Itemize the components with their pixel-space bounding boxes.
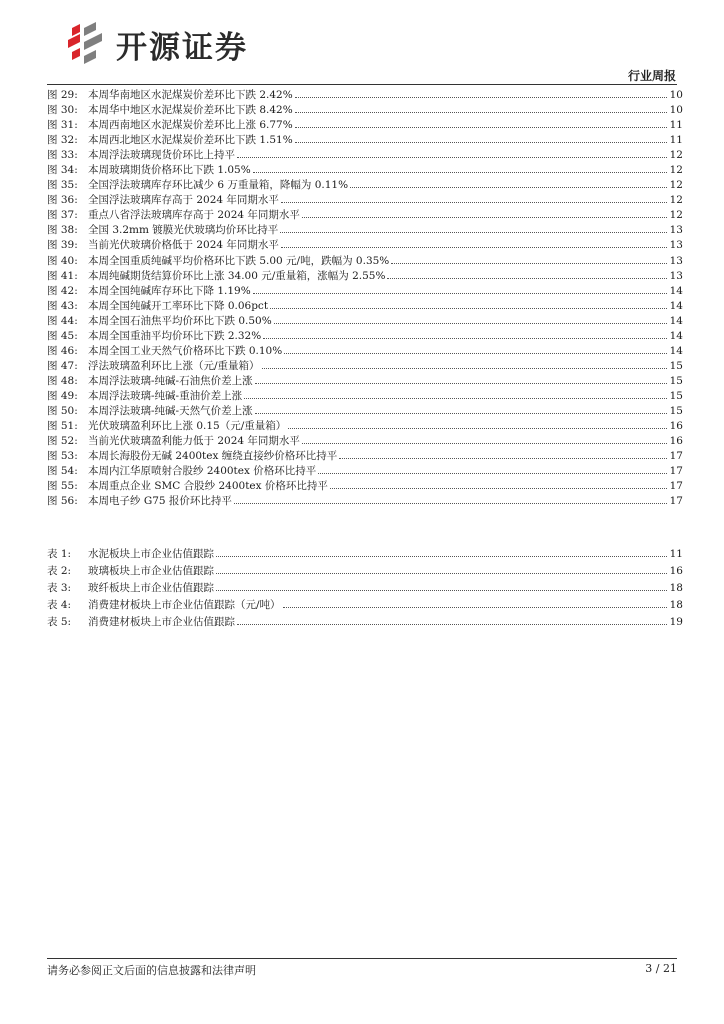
toc-entry-page: 17 bbox=[669, 465, 683, 478]
toc-entry-page: 10 bbox=[669, 104, 683, 117]
figure-toc-row[interactable] bbox=[47, 464, 683, 479]
toc-entry-title: 本周浮法玻璃-纯碱-天然气价差上涨 bbox=[88, 404, 253, 417]
toc-entry-page: 10 bbox=[669, 89, 683, 101]
footer-divider bbox=[47, 958, 677, 959]
figure-toc-row[interactable] bbox=[47, 359, 683, 374]
figure-toc-row[interactable] bbox=[47, 163, 683, 178]
toc-entry-label: 图 52: bbox=[47, 435, 78, 448]
toc-entry-label: 图 32: bbox=[47, 134, 78, 147]
toc-entry-title: 光伏玻璃盈利环比上涨 0.15（元/重量箱） bbox=[88, 420, 287, 433]
toc-entry-title: 全国浮法玻璃库存高于 2024 年同期水平 bbox=[88, 194, 279, 207]
toc-entry-title: 本周玻璃期货价格环比下跌 1.05% bbox=[88, 164, 251, 177]
dot-leader bbox=[274, 322, 667, 324]
toc-entry-page: 17 bbox=[669, 450, 683, 463]
toc-entry-label: 表 3: bbox=[47, 582, 72, 594]
figure-toc-row[interactable] bbox=[47, 88, 683, 103]
dot-leader bbox=[295, 111, 667, 113]
kaiyuan-securities-logo-icon bbox=[62, 20, 110, 68]
toc-entry-label: 图 53: bbox=[47, 450, 78, 463]
table-index bbox=[47, 546, 683, 631]
toc-entry-label: 图 35: bbox=[47, 179, 78, 192]
toc-entry-title: 本周华中地区水泥煤炭价差环比下跌 8.42% bbox=[88, 104, 293, 117]
dot-leader bbox=[262, 367, 667, 369]
figure-toc-row[interactable] bbox=[47, 284, 683, 299]
toc-entry-label: 图 47: bbox=[47, 359, 78, 372]
toc-entry-label: 表 5: bbox=[47, 616, 72, 628]
toc-entry-label: 图 41: bbox=[47, 269, 78, 282]
figure-toc-row[interactable] bbox=[47, 329, 683, 344]
toc-entry-label: 图 34: bbox=[47, 164, 78, 177]
toc-entry-title: 消费建材板块上市企业估值跟踪（元/吨） bbox=[88, 599, 281, 611]
toc-entry-title: 本周纯碱期货结算价环比上涨 34.00 元/重量箱，涨幅为 2.55% bbox=[88, 269, 386, 282]
toc-entry-label: 图 56: bbox=[47, 495, 78, 508]
toc-entry-title: 本周全国工业天然气价格环比下跌 0.10% bbox=[88, 344, 283, 357]
toc-entry-page: 15 bbox=[669, 359, 683, 372]
dot-leader bbox=[330, 487, 667, 489]
toc-entry-page: 11 bbox=[669, 134, 683, 147]
toc-entry-label: 表 4: bbox=[47, 599, 72, 611]
dot-leader bbox=[255, 382, 667, 384]
table-toc-row[interactable] bbox=[47, 580, 683, 597]
toc-entry-label: 图 49: bbox=[47, 389, 78, 402]
toc-entry-label: 图 50: bbox=[47, 404, 78, 417]
toc-entry-title: 全国 3.2mm 镀膜光伏玻璃均价环比持平 bbox=[88, 224, 279, 237]
figure-toc-row[interactable] bbox=[47, 118, 683, 133]
toc-entry-page: 16 bbox=[669, 435, 683, 448]
dot-leader bbox=[295, 141, 667, 143]
toc-entry-page: 16 bbox=[669, 420, 683, 433]
toc-entry-label: 表 1: bbox=[47, 548, 72, 560]
toc-entry-title: 本周全国重质纯碱平均价格环比下跌 5.00 元/吨，跌幅为 0.35% bbox=[88, 254, 390, 267]
brand-name: 开源证券 bbox=[116, 29, 248, 66]
dot-leader bbox=[302, 216, 667, 218]
header-divider bbox=[47, 84, 677, 85]
dot-leader bbox=[216, 589, 667, 591]
footer-disclaimer: 请务必参阅正文后面的信息披露和法律声明 bbox=[47, 964, 256, 977]
toc-entry-label: 图 39: bbox=[47, 239, 78, 252]
toc-entry-page: 12 bbox=[669, 209, 683, 222]
toc-entry-label: 图 40: bbox=[47, 254, 78, 267]
toc-entry-label: 图 37: bbox=[47, 209, 78, 222]
dot-leader bbox=[295, 126, 667, 128]
dot-leader bbox=[234, 502, 667, 504]
toc-entry-title: 本周全国石油焦平均价环比下跌 0.50% bbox=[88, 314, 272, 327]
toc-entry-page: 17 bbox=[669, 480, 683, 493]
toc-entry-page: 16 bbox=[669, 565, 683, 577]
toc-entry-title: 本周浮法玻璃-纯碱-重油价差上涨 bbox=[88, 389, 243, 402]
dot-leader bbox=[391, 262, 667, 264]
figure-index bbox=[47, 88, 683, 509]
dot-leader bbox=[350, 186, 667, 188]
figure-toc-row[interactable] bbox=[47, 133, 683, 148]
dot-leader bbox=[284, 352, 667, 354]
toc-entry-page: 14 bbox=[669, 314, 683, 327]
page-number: 3 / 21 bbox=[645, 962, 677, 975]
toc-entry-page: 18 bbox=[669, 582, 683, 594]
figure-toc-row[interactable] bbox=[47, 479, 683, 494]
toc-entry-page: 17 bbox=[669, 495, 683, 508]
dot-leader bbox=[302, 442, 667, 444]
dot-leader bbox=[281, 201, 667, 203]
toc-entry-title: 当前光伏玻璃价格低于 2024 年同期水平 bbox=[88, 239, 279, 252]
toc-entry-title: 浮法玻璃盈利环比上涨（元/重量箱） bbox=[88, 359, 260, 372]
toc-entry-page: 13 bbox=[669, 269, 683, 282]
toc-entry-title: 本周电子纱 G75 报价环比持平 bbox=[88, 495, 232, 508]
figure-toc-row[interactable] bbox=[47, 178, 683, 193]
figure-toc-row[interactable] bbox=[47, 223, 683, 238]
toc-entry-page: 14 bbox=[669, 284, 683, 297]
page-header bbox=[0, 0, 724, 90]
figure-toc-row[interactable] bbox=[47, 374, 683, 389]
dot-leader bbox=[288, 427, 667, 429]
toc-entry-title: 本周长海股份无碱 2400tex 缠绕直接纱价格环比持平 bbox=[88, 450, 338, 463]
toc-entry-title: 本周西北地区水泥煤炭价差环比下跌 1.51% bbox=[88, 134, 293, 147]
dot-leader bbox=[270, 307, 667, 309]
figure-toc-row[interactable] bbox=[47, 299, 683, 314]
toc-entry-page: 15 bbox=[669, 404, 683, 417]
dot-leader bbox=[237, 623, 667, 625]
toc-entry-label: 图 29: bbox=[47, 89, 78, 101]
dot-leader bbox=[253, 292, 667, 294]
dot-leader bbox=[280, 231, 667, 233]
figure-toc-row[interactable] bbox=[47, 449, 683, 464]
toc-entry-label: 图 30: bbox=[47, 104, 78, 117]
toc-entry-title: 本周西南地区水泥煤炭价差环比上涨 6.77% bbox=[88, 119, 293, 132]
toc-entry-title: 本周内江华原喷射合股纱 2400tex 价格环比持平 bbox=[88, 465, 317, 478]
toc-entry-page: 18 bbox=[669, 599, 683, 611]
figure-toc-row[interactable] bbox=[47, 269, 683, 284]
toc-entry-page: 15 bbox=[669, 374, 683, 387]
toc-entry-title: 本周浮法玻璃-纯碱-石油焦价差上涨 bbox=[88, 374, 253, 387]
figure-toc-row[interactable] bbox=[47, 494, 683, 509]
toc-entry-page: 11 bbox=[669, 548, 683, 560]
toc-entry-title: 重点八省浮法玻璃库存高于 2024 年同期水平 bbox=[88, 209, 300, 222]
table-toc-row[interactable] bbox=[47, 546, 683, 563]
toc-entry-title: 消费建材板块上市企业估值跟踪 bbox=[88, 616, 235, 628]
toc-entry-page: 13 bbox=[669, 239, 683, 252]
toc-entry-title: 全国浮法玻璃库存环比减少 6 万重量箱，降幅为 0.11% bbox=[88, 179, 349, 192]
toc-entry-page: 14 bbox=[669, 329, 683, 342]
toc-entry-label: 图 55: bbox=[47, 480, 78, 493]
toc-entry-label: 图 51: bbox=[47, 420, 78, 433]
toc-entry-title: 本周重点企业 SMC 合股纱 2400tex 价格环比持平 bbox=[88, 480, 328, 493]
dot-leader bbox=[237, 156, 667, 158]
dot-leader bbox=[283, 606, 667, 608]
table-toc-row[interactable] bbox=[47, 597, 683, 614]
table-toc-row[interactable] bbox=[47, 563, 683, 580]
figure-toc-row[interactable] bbox=[47, 208, 683, 223]
toc-entry-title: 本周华南地区水泥煤炭价差环比下跌 2.42% bbox=[88, 89, 293, 101]
figure-toc-row[interactable] bbox=[47, 389, 683, 404]
figure-toc-row[interactable] bbox=[47, 434, 683, 449]
toc-entry-page: 12 bbox=[669, 164, 683, 177]
dot-leader bbox=[318, 472, 667, 474]
toc-entry-page: 13 bbox=[669, 254, 683, 267]
toc-entry-title: 水泥板块上市企业估值跟踪 bbox=[88, 548, 214, 560]
toc-entry-label: 图 48: bbox=[47, 374, 78, 387]
toc-entry-page: 14 bbox=[669, 344, 683, 357]
toc-entry-label: 图 44: bbox=[47, 314, 78, 327]
figure-toc-row[interactable] bbox=[47, 254, 683, 269]
figure-toc-row[interactable] bbox=[47, 238, 683, 253]
toc-entry-page: 14 bbox=[669, 299, 683, 312]
toc-entry-title: 本周浮法玻璃现货价环比上持平 bbox=[88, 149, 235, 162]
report-type-label: 行业周报 bbox=[627, 69, 676, 83]
toc-entry-label: 图 36: bbox=[47, 194, 78, 207]
dot-leader bbox=[255, 412, 667, 414]
figure-toc-row[interactable] bbox=[47, 193, 683, 208]
toc-entry-label: 图 42: bbox=[47, 284, 78, 297]
dot-leader bbox=[253, 171, 667, 173]
table-toc-row[interactable] bbox=[47, 614, 683, 631]
figure-toc-row[interactable] bbox=[47, 419, 683, 434]
toc-entry-page: 12 bbox=[669, 179, 683, 192]
dot-leader bbox=[281, 246, 667, 248]
toc-entry-title: 本周全国重油平均价环比下跌 2.32% bbox=[88, 329, 262, 342]
toc-entry-label: 表 2: bbox=[47, 565, 72, 577]
figure-toc-row[interactable] bbox=[47, 314, 683, 329]
figure-toc-row[interactable] bbox=[47, 103, 683, 118]
toc-entry-title: 本周全国纯碱库存环比下降 1.19% bbox=[88, 284, 251, 297]
dot-leader bbox=[216, 555, 667, 557]
toc-entry-page: 12 bbox=[669, 149, 683, 162]
toc-entry-page: 13 bbox=[669, 224, 683, 237]
toc-entry-label: 图 31: bbox=[47, 119, 78, 132]
toc-entry-label: 图 45: bbox=[47, 329, 78, 342]
dot-leader bbox=[263, 337, 667, 339]
figure-toc-row[interactable] bbox=[47, 148, 683, 163]
toc-entry-page: 19 bbox=[669, 616, 683, 628]
toc-entry-label: 图 33: bbox=[47, 149, 78, 162]
toc-entry-page: 11 bbox=[669, 119, 683, 132]
dot-leader bbox=[339, 457, 667, 459]
toc-entry-label: 图 43: bbox=[47, 299, 78, 312]
dot-leader bbox=[216, 572, 667, 574]
dot-leader bbox=[244, 397, 667, 399]
toc-entry-title: 玻璃板块上市企业估值跟踪 bbox=[88, 565, 214, 577]
toc-entry-page: 12 bbox=[669, 194, 683, 207]
toc-entry-label: 图 38: bbox=[47, 224, 78, 237]
dot-leader bbox=[295, 96, 667, 98]
toc-entry-title: 本周全国纯碱开工率环比下降 0.06pct bbox=[88, 299, 269, 312]
toc-entry-label: 图 46: bbox=[47, 344, 78, 357]
figure-toc-row[interactable] bbox=[47, 404, 683, 419]
brand-logo bbox=[62, 20, 248, 68]
figure-toc-row[interactable] bbox=[47, 344, 683, 359]
toc-entry-label: 图 54: bbox=[47, 465, 78, 478]
dot-leader bbox=[387, 277, 667, 279]
toc-entry-page: 15 bbox=[669, 389, 683, 402]
toc-entry-title: 玻纤板块上市企业估值跟踪 bbox=[88, 582, 214, 594]
toc-entry-title: 当前光伏玻璃盈利能力低于 2024 年同期水平 bbox=[88, 435, 300, 448]
